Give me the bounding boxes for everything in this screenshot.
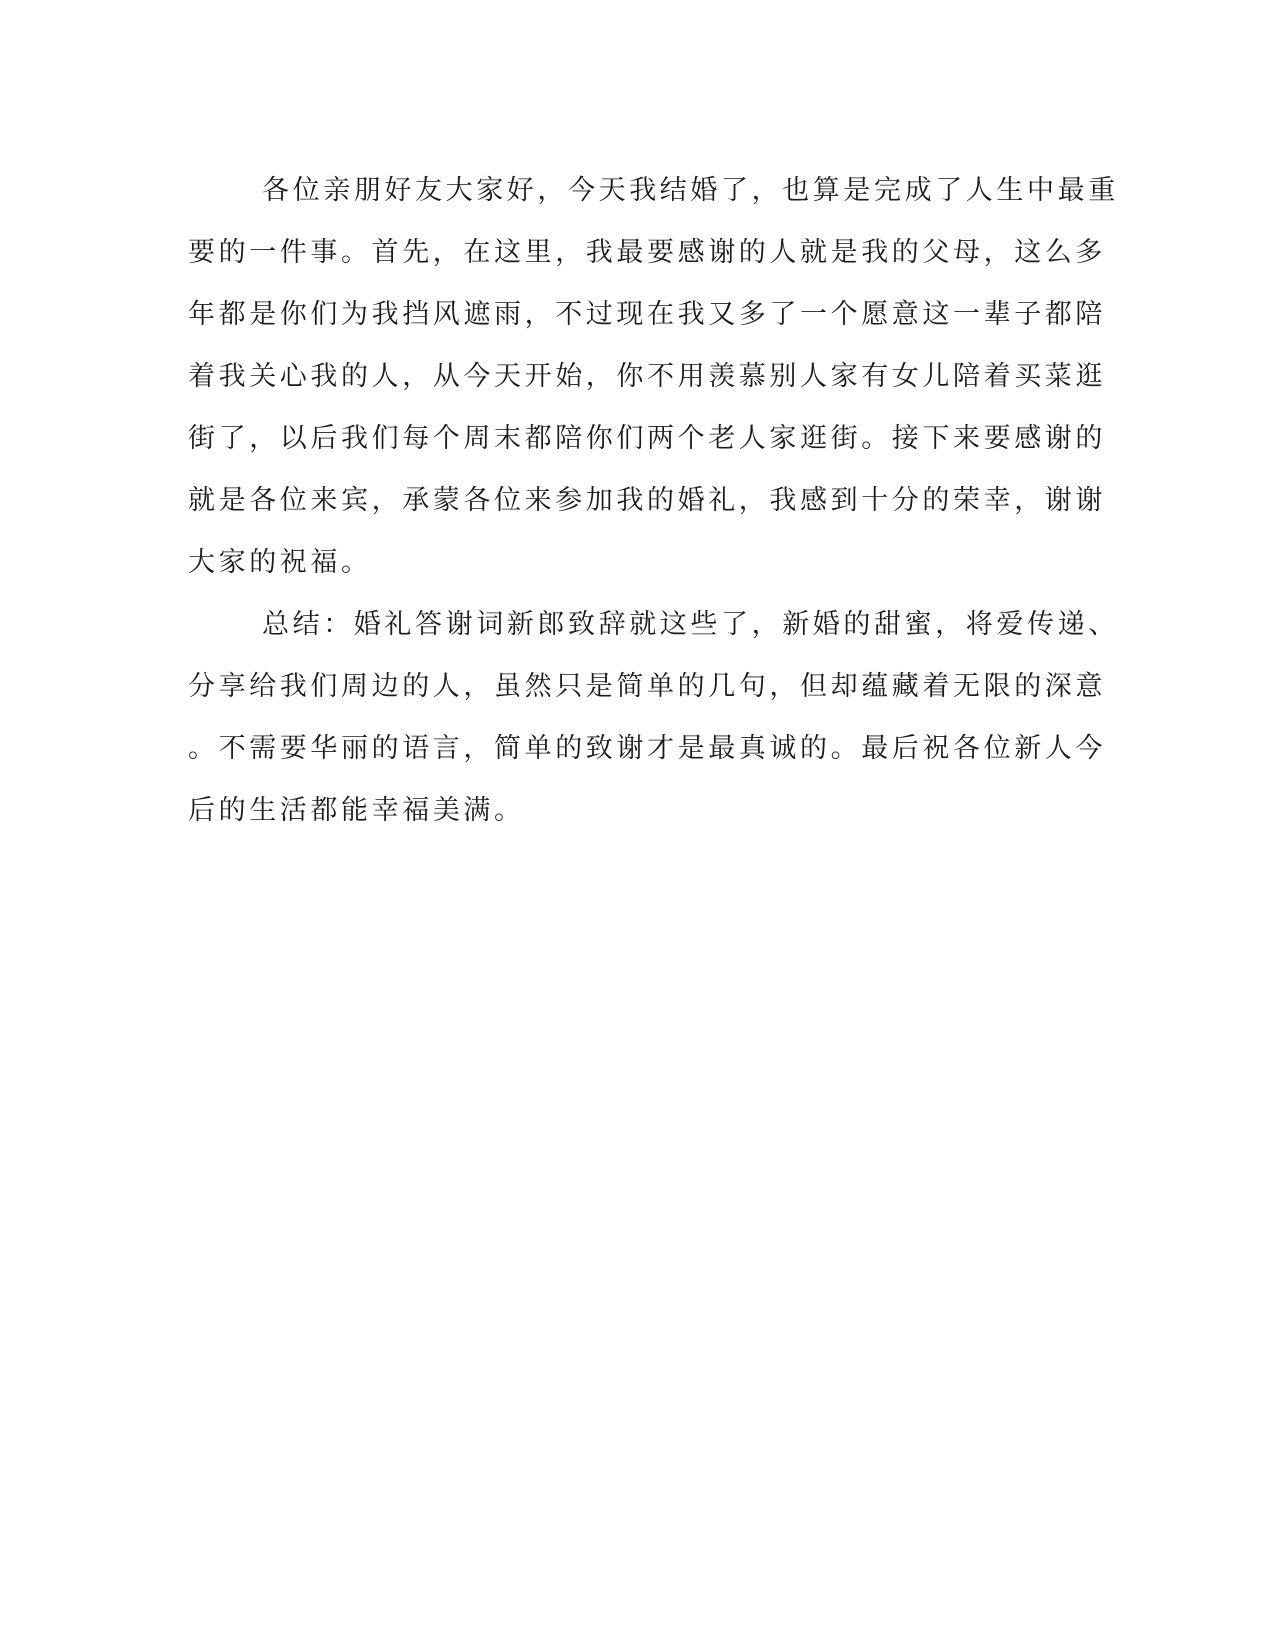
text-line: 年都是你们为我挡风遮雨，不过现在我又多了一个愿意这一辈子都陪 xyxy=(188,299,1106,330)
text-line: 。不需要华丽的语言，简单的致谢才是最真诚的。最后祝各位新人今 xyxy=(188,733,1106,764)
text-line: 总结：婚礼答谢词新郎致辞就这些了，新婚的甜蜜，将爱传递、 xyxy=(262,609,1119,640)
paragraph-summary xyxy=(188,594,1119,842)
text-line: 街了，以后我们每个周末都陪你们两个老人家逛街。接下来要感谢的 xyxy=(188,423,1106,454)
paragraph-speech xyxy=(188,160,1119,594)
text-line: 就是各位来宾，承蒙各位来参加我的婚礼，我感到十分的荣幸，谢谢 xyxy=(188,485,1106,516)
text-line: 各位亲朋好友大家好，今天我结婚了，也算是完成了人生中最重 xyxy=(262,175,1119,206)
document-body xyxy=(188,160,1119,842)
text-line: 分享给我们周边的人，虽然只是简单的几句，但却蕴藏着无限的深意 xyxy=(188,671,1106,702)
text-line: 大家的祝福。 xyxy=(188,547,372,578)
text-line: 要的一件事。首先，在这里，我最要感谢的人就是我的父母，这么多 xyxy=(188,237,1106,268)
text-line: 着我关心我的人，从今天开始，你不用羡慕别人家有女儿陪着买菜逛 xyxy=(188,361,1106,392)
text-line: 后的生活都能幸福美满。 xyxy=(188,795,525,826)
